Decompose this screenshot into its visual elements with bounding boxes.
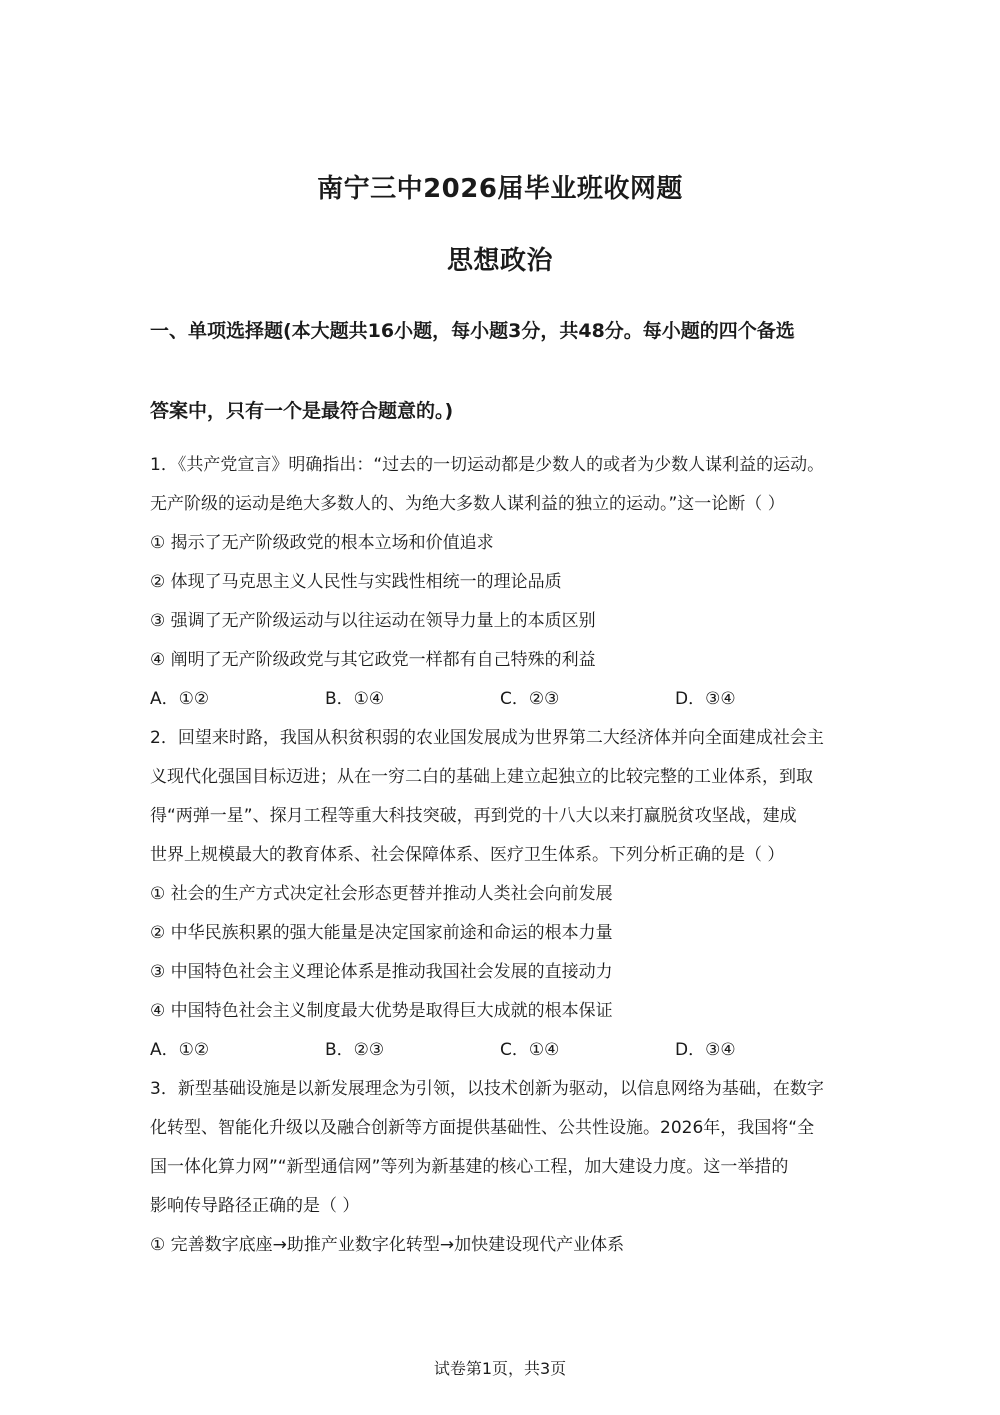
- question-2-stem-line-3: 得“两弹一星”、探月工程等重大科技突破，再到党的十八大以来打赢脱贫攻坚战，建成: [150, 806, 797, 826]
- subject-title: 思想政治: [446, 246, 553, 276]
- question-3-stem-line-3: 国一体化算力网”“新型通信网”等列为新基建的核心工程，加大建设力度。这一举措的: [150, 1157, 789, 1177]
- question-1-options: [150, 684, 870, 708]
- question-2-option-c: C．①④: [500, 1040, 560, 1060]
- question-1-item-1: ① 揭示了无产阶级政党的根本立场和价值追求: [150, 533, 494, 553]
- question-3-stem-line-2: 化转型、智能化升级以及融合创新等方面提供基础性、公共性设施。2026年，我国将“全: [150, 1118, 815, 1138]
- question-2-stem-line-1: 2．回望来时路，我国从积贫积弱的农业国发展成为世界第二大经济体并向全面建成社会主: [150, 728, 824, 748]
- question-2-options: [150, 1035, 870, 1059]
- question-3-stem-line-4: 影响传导路径正确的是（ ）: [150, 1196, 360, 1216]
- question-2-option-d: D．③④: [675, 1040, 736, 1060]
- question-1-option-b: B．①④: [325, 689, 385, 709]
- question-1-item-4: ④ 阐明了无产阶级政党与其它政党一样都有自己特殊的利益: [150, 650, 596, 670]
- section-heading-line-2: 答案中，只有一个是最符合题意的。): [150, 400, 454, 422]
- section-heading-line-1: 一、单项选择题(本大题共16小题，每小题3分，共48分。每小题的四个备选: [150, 320, 795, 342]
- question-3-stem-line-1: 3．新型基础设施是以新发展理念为引领，以技术创新为驱动，以信息网络为基础，在数字: [150, 1079, 824, 1099]
- question-1-stem-line-2: 无产阶级的运动是绝大多数人的、为绝大多数人谋利益的独立的运动。”这一论断（ ）: [150, 494, 785, 514]
- question-2-stem-line-2: 义现代化强国目标迈进；从在一穷二白的基础上建立起独立的比较完整的工业体系，到取: [150, 767, 813, 787]
- page-footer: 试卷第1页，共3页: [433, 1359, 567, 1378]
- exam-title: 南宁三中2026届毕业班收网题: [317, 174, 683, 204]
- question-1-option-d: D．③④: [675, 689, 736, 709]
- question-1-option-c: C．②③: [500, 689, 560, 709]
- question-3-item-1: ① 完善数字底座→助推产业数字化转型→加快建设现代产业体系: [150, 1235, 625, 1255]
- question-2-stem-line-4: 世界上规模最大的教育体系、社会保障体系、医疗卫生体系。下列分析正确的是（ ）: [150, 845, 785, 865]
- question-2-item-3: ③ 中国特色社会主义理论体系是推动我国社会发展的直接动力: [150, 962, 613, 982]
- question-2-item-2: ② 中华民族积累的强大能量是决定国家前途和命运的根本力量: [150, 923, 613, 943]
- question-2-option-a: A．①②: [150, 1040, 210, 1060]
- question-1-item-3: ③ 强调了无产阶级运动与以往运动在领导力量上的本质区别: [150, 611, 596, 631]
- question-1-option-a: A．①②: [150, 689, 210, 709]
- question-2-item-4: ④ 中国特色社会主义制度最大优势是取得巨大成就的根本保证: [150, 1001, 613, 1021]
- question-1-item-2: ② 体现了马克思主义人民性与实践性相统一的理论品质: [150, 572, 562, 592]
- question-2-option-b: B．②③: [325, 1040, 385, 1060]
- question-2-item-1: ① 社会的生产方式决定社会形态更替并推动人类社会向前发展: [150, 884, 613, 904]
- question-1-stem-line-1: 1．《共产党宣言》明确指出：“过去的一切运动都是少数人的或者为少数人谋利益的运动。: [150, 455, 825, 475]
